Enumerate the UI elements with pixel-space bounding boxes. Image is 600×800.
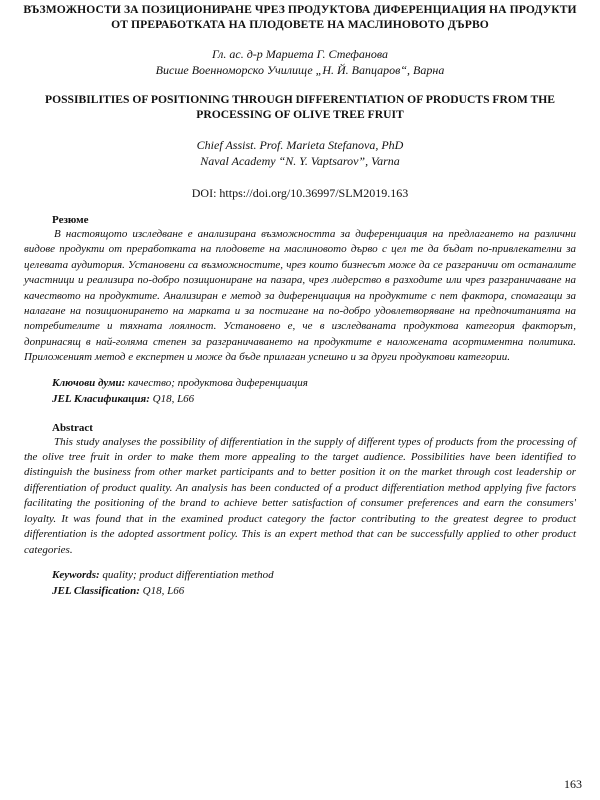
keywords-english — [52, 568, 578, 583]
jel-label-english: JEL Classification: — [52, 584, 140, 597]
jel-label-bulgarian: JEL Класификация: — [52, 392, 150, 405]
title-bulgarian: ВЪЗМОЖНОСТИ ЗА ПОЗИЦИОНИРАНЕ ЧРЕЗ ПРОДУКТОВА ДИФЕРЕНЦИАЦИЯ НА ПРОДУКТИ ОТ ПРЕРАБОТКАТА НА ПЛОДОВЕТЕ НА МАСЛИНОВОТО ДЪРВО — [23, 3, 577, 31]
affiliation-bulgarian: Висше Военноморско Училище „Н. Й. Вапцаров“, Варна — [155, 63, 445, 77]
jel-bulgarian — [52, 392, 578, 407]
keywords-label-bulgarian: Ключови думи: — [52, 376, 126, 389]
keywords-value-english: quality; product differentiation method — [99, 568, 274, 581]
abstract-text-english: This study analyses the possibility of differentiation in the supply of different types of products from the processing of the olive tree fruit in order to make them more appealing to the target audience. Possibilities have been identified to distinguish the business from other market participants and to better position it on the market through cost leadership or differentiation of product quality. An analysis has been conducted of a product differentiation method applying five factors facilitating the positioning of the brand to achieve better satisfaction of consumer preferences and earn the consumers' loyalty. It was found that in the examined product category the factor contributing to the greatest degree to product differentiation is the adopted assortment policy. This is an expert method that can be successfully applied to other product categories. — [24, 435, 576, 556]
page-number: 163 — [564, 777, 582, 791]
abstract-heading-bulgarian: Резюме — [52, 214, 89, 226]
author-name-english: Chief Assist. Prof. Marieta Stefanova, PhD — [196, 138, 404, 152]
title-english: POSSIBILITIES OF POSITIONING THROUGH DIFFERENTIATION OF PRODUCTS FROM THE PROCESSING OF OLIVE TREE FRUIT — [45, 93, 555, 121]
abstract-heading-english: Abstract — [52, 421, 93, 434]
keywords-label-english: Keywords: — [52, 568, 100, 581]
author-block-english — [22, 137, 578, 169]
jel-value-bulgarian: Q18, L66 — [149, 392, 195, 405]
author-block-bulgarian — [22, 46, 578, 78]
keywords-value-bulgarian: качество; продуктова диференциация — [125, 376, 308, 389]
author-name-bulgarian: Гл. ас. д-р Мариета Г. Стефанова — [211, 47, 388, 61]
jel-value-english: Q18, L66 — [139, 584, 185, 597]
jel-english — [52, 584, 578, 599]
affiliation-english: Naval Academy “N. Y. Vaptsarov”, Varna — [200, 154, 400, 168]
doi-line: DOI: https://doi.org/10.36997/SLM2019.163 — [191, 186, 409, 200]
abstract-text-bulgarian: В настоящото изследване е анализирана възможността за диференциация на предлагането на различни видове продукти от преработката на плодовете на маслиновото дърво с цел те да бъдат по-привлекателни за целевата аудитория. Установени са възможностите, чрез които бизнесът може да се разграничи от останалите участници и реализира по-добро позициониране на пазара, чрез лидерство в разходите или чрез разграничаване на качеството на продуктите. Анализиран е метод за диференциация на продуктите с пет фактора, спомагащи за налагане на позиционирането на марката и за постигане на по-добро удовлетворяване на предпочитанията на потребителите и тяхната лоялност. Установено е, че в изследваната продуктова категория факторът, допринасящ в най-голяма степен за разграничаването на продуктите е наложената асортиментна политика. Приложеният метод е експертен и може да бъде прилаган успешно и за други продуктови категории. — [24, 228, 576, 364]
keywords-bulgarian — [52, 376, 578, 391]
